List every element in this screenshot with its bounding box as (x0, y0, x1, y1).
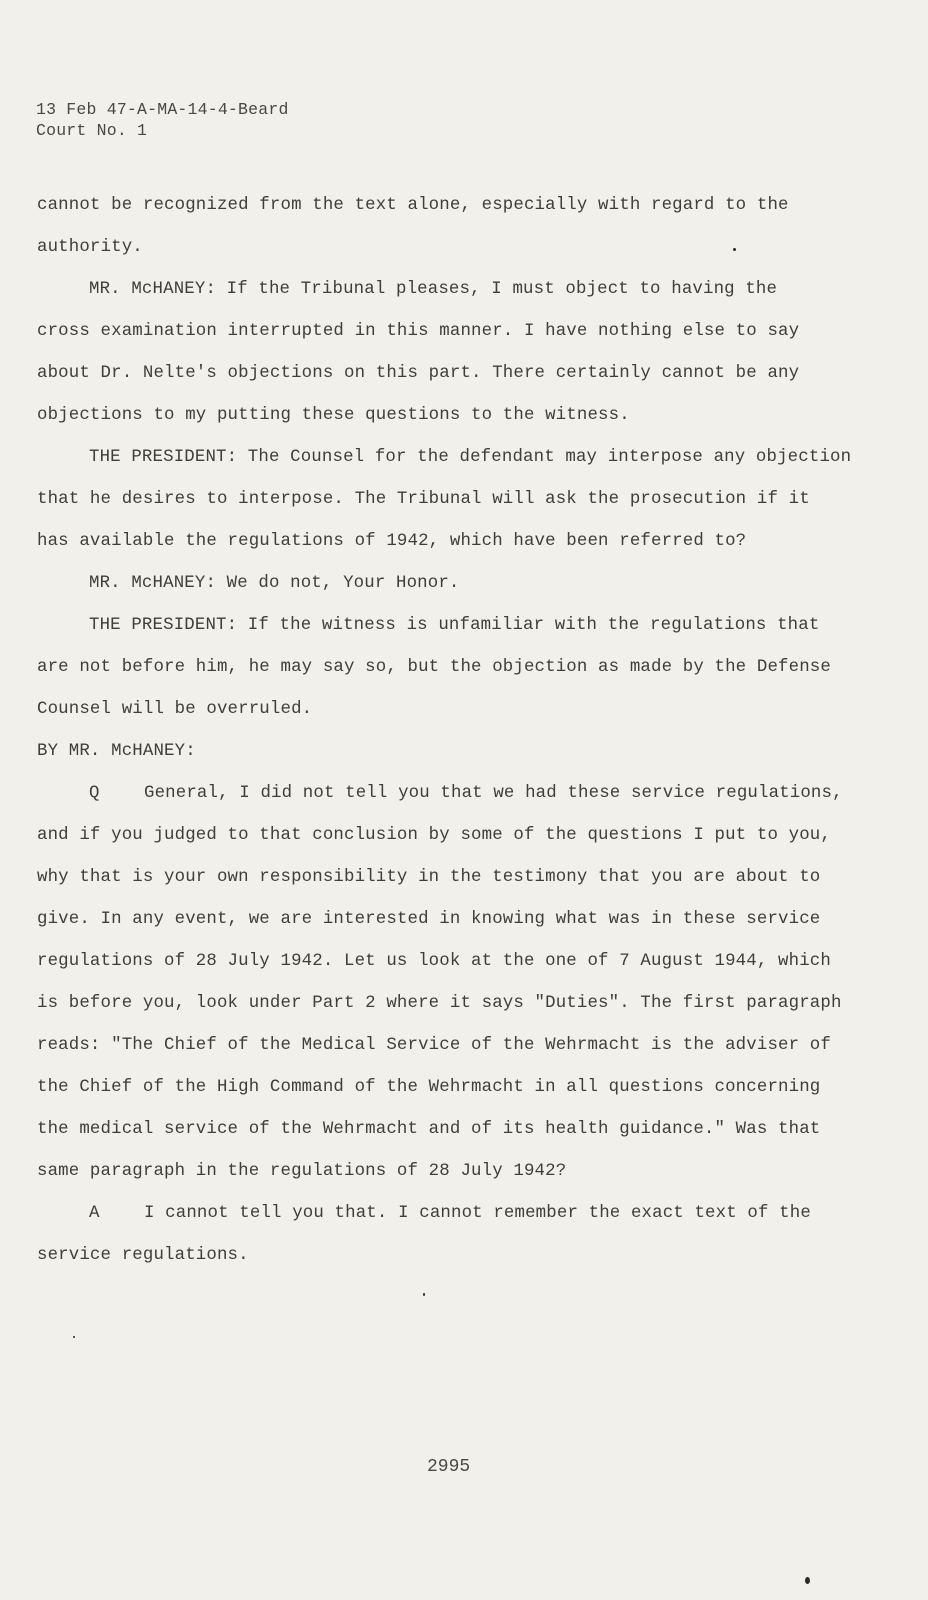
text-line: the medical service of the Wehrmacht and of its health guidance." Was that (37, 1120, 821, 1139)
ink-speck (733, 248, 736, 251)
text-line: the Chief of the High Command of the Wehrmacht in all questions concerning (37, 1078, 821, 1097)
text-line: and if you judged to that conclusion by some of the questions I put to you, (37, 826, 831, 845)
text-line: are not before him, he may say so, but the objection as made by the Defense (37, 658, 831, 677)
ink-speck (423, 1293, 425, 1296)
text-line: BY MR. McHANEY: (37, 742, 196, 761)
answer-label: A (89, 1204, 100, 1223)
text-line: THE PRESIDENT: If the witness is unfamiliar with the regulations that (89, 616, 820, 635)
text-line: why that is your own responsibility in the testimony that you are about to (37, 868, 821, 887)
header-line-date-code: 13 Feb 47-A-MA-14-4-Beard (36, 100, 289, 119)
page-number: 2995 (427, 1457, 471, 1477)
text-line: cannot be recognized from the text alone, especially with regard to the (37, 196, 789, 215)
text-line: has available the regulations of 1942, which have been referred to? (37, 532, 747, 551)
text-line: give. In any event, we are interested in knowing what was in these service (37, 910, 821, 929)
text-line: regulations of 28 July 1942. Let us look at the one of 7 August 1944, which (37, 952, 831, 971)
text-line: objections to my putting these questions to the witness. (37, 406, 630, 425)
text-line: same paragraph in the regulations of 28 July 1942? (37, 1162, 567, 1181)
text-line: reads: "The Chief of the Medical Service of the Wehrmacht is the adviser of (37, 1036, 831, 1055)
text-line: service regulations. (37, 1246, 249, 1265)
document-header (36, 99, 289, 141)
text-line: General, I did not tell you that we had these service regulations, (144, 784, 843, 803)
text-line: authority. (37, 238, 143, 257)
header-line-court: Court No. 1 (36, 121, 148, 140)
text-line: is before you, look under Part 2 where it says "Duties". The first paragraph (37, 994, 842, 1013)
text-line: that he desires to interpose. The Tribunal will ask the prosecution if it (37, 490, 810, 509)
answer-line (89, 1204, 811, 1223)
text-line: THE PRESIDENT: The Counsel for the defendant may interpose any objection (89, 448, 852, 467)
text-line: I cannot tell you that. I cannot remember the exact text of the (144, 1204, 811, 1223)
text-line: cross examination interrupted in this manner. I have nothing else to say (37, 322, 800, 341)
ink-speck (73, 1336, 75, 1338)
text-line: about Dr. Nelte's objections on this part. There certainly cannot be any (37, 364, 800, 383)
text-line: MR. McHANEY: We do not, Your Honor. (89, 574, 460, 593)
text-line: MR. McHANEY: If the Tribunal pleases, I must object to having the (89, 280, 778, 299)
question-line (89, 784, 843, 803)
question-label: Q (89, 784, 100, 803)
ink-speck (805, 1577, 810, 1584)
text-line: Counsel will be overruled. (37, 700, 313, 719)
